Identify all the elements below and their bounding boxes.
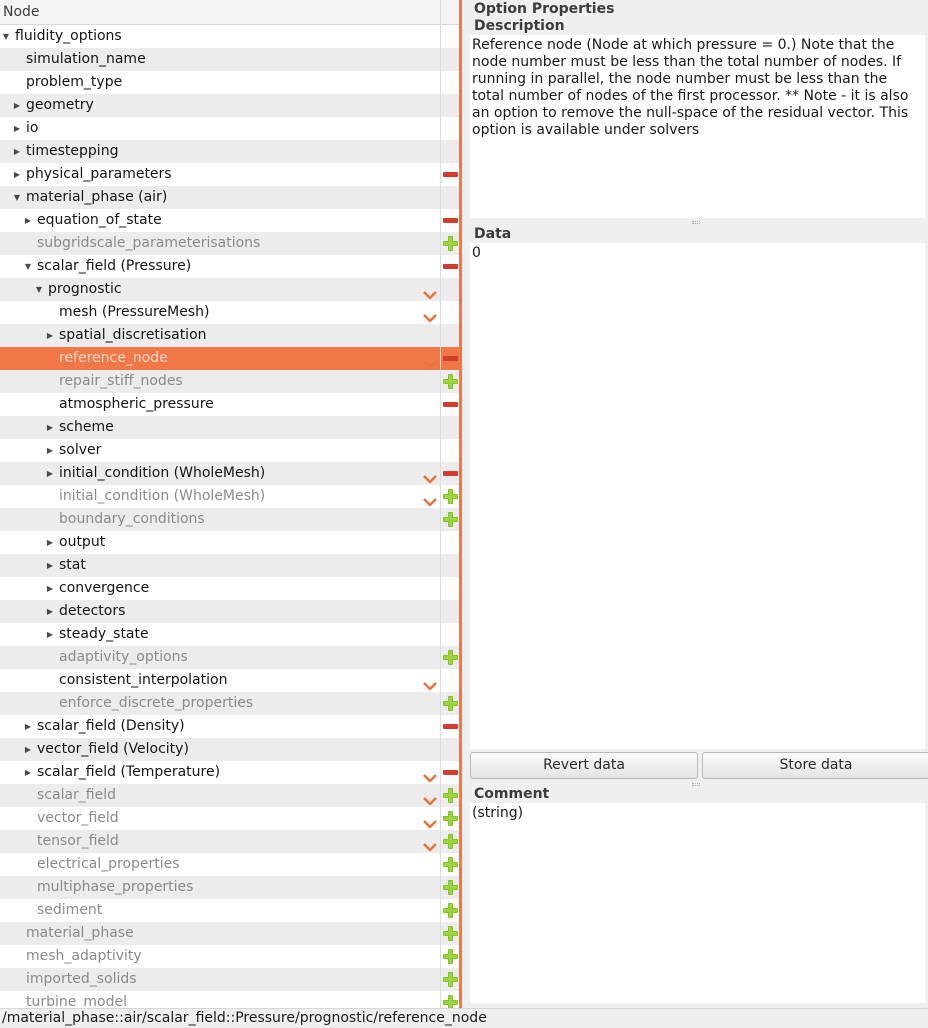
column-divider	[440, 0, 441, 1008]
expanded-arrow-icon[interactable]: ▼	[2, 32, 10, 41]
tree-row-label: scalar_field (Temperature)	[37, 764, 221, 780]
collapsed-arrow-icon[interactable]: ▶	[13, 170, 21, 179]
collapsed-arrow-icon[interactable]: ▶	[46, 584, 54, 593]
tree-row-label: output	[59, 534, 106, 550]
tree-row[interactable]	[0, 25, 459, 48]
remove-node-icon[interactable]	[443, 356, 458, 361]
expanded-arrow-icon[interactable]: ▼	[13, 193, 21, 202]
tree-row[interactable]	[0, 531, 459, 554]
tree-row[interactable]	[0, 416, 459, 439]
tree-row[interactable]	[0, 508, 459, 531]
tree-row-label: mesh_adaptivity	[26, 948, 142, 964]
add-node-icon[interactable]	[443, 696, 458, 711]
collapsed-arrow-icon[interactable]: ▶	[24, 745, 32, 754]
collapsed-arrow-icon[interactable]: ▶	[46, 469, 54, 478]
tree-row-label: consistent_interpolation	[59, 672, 228, 688]
tree-row-label: prognostic	[48, 281, 122, 297]
tree-row-label: steady_state	[59, 626, 149, 642]
tree-row-label: material_phase	[26, 925, 134, 941]
tree-row-label: timestepping	[26, 143, 119, 159]
add-node-icon[interactable]	[443, 926, 458, 941]
tree-row[interactable]	[0, 278, 459, 301]
description-text: Reference node (Node at which pressure = 0.) Note that the node number must be less than the total number of nodes. If running in parallel, the node number must be less than the total number of nodes of the first processor. ** Note - it is also an option to remove the null-space of the residual vector. This option is available under solvers	[470, 35, 925, 218]
tree-row-label: convergence	[59, 580, 150, 596]
revert-data-button[interactable]: Revert data	[470, 752, 698, 779]
comment-label: Comment	[474, 786, 550, 802]
tree-row-label: scheme	[59, 419, 114, 435]
tree-row[interactable]	[0, 738, 459, 761]
tree-row-label: repair_stiff_nodes	[59, 373, 183, 389]
collapsed-arrow-icon[interactable]: ▶	[46, 607, 54, 616]
collapsed-arrow-icon[interactable]: ▶	[24, 216, 32, 225]
tree-row[interactable]	[0, 186, 459, 209]
tree-row-label: simulation_name	[26, 51, 146, 67]
add-node-icon[interactable]	[443, 903, 458, 918]
tree-row-label: spatial_discretisation	[59, 327, 207, 343]
add-node-icon[interactable]	[443, 788, 458, 803]
add-node-icon[interactable]	[443, 880, 458, 895]
tree-row[interactable]	[0, 876, 459, 899]
tree-row[interactable]	[0, 830, 459, 853]
tree-row[interactable]	[0, 715, 459, 738]
node-path-statusbar: /material_phase::air/scalar_field::Pressure/prognostic/reference_node	[0, 1008, 928, 1028]
remove-node-icon[interactable]	[443, 402, 458, 407]
option-properties-title: Option Properties	[474, 1, 615, 17]
choice-dropdown-icon[interactable]	[422, 837, 438, 847]
tree-row-label: sediment	[37, 902, 103, 918]
tree-row[interactable]	[0, 945, 459, 968]
tree-row[interactable]	[0, 255, 459, 278]
collapsed-arrow-icon[interactable]: ▶	[46, 423, 54, 432]
choice-dropdown-icon[interactable]	[422, 354, 438, 364]
add-node-icon[interactable]	[443, 489, 458, 504]
option-properties-panel	[462, 0, 928, 1008]
tree-row-label: scalar_field (Pressure)	[37, 258, 192, 274]
add-node-icon[interactable]	[443, 374, 458, 389]
tree-row[interactable]	[0, 301, 459, 324]
tree-row-label: turbine_model	[26, 994, 127, 1008]
remove-node-icon[interactable]	[443, 770, 458, 775]
tree-row[interactable]	[0, 94, 459, 117]
tree-row-label: multiphase_properties	[37, 879, 194, 895]
tree-row-label: electrical_properties	[37, 856, 180, 872]
collapsed-arrow-icon[interactable]: ▶	[13, 147, 21, 156]
tree-row[interactable]	[0, 577, 459, 600]
tree-row-label: reference_node	[59, 350, 168, 366]
tree-row[interactable]	[0, 462, 459, 485]
description-label: Description	[474, 18, 565, 34]
choice-dropdown-icon[interactable]	[422, 469, 438, 479]
tree-row-label: vector_field	[37, 810, 119, 826]
remove-node-icon[interactable]	[443, 172, 458, 177]
collapsed-arrow-icon[interactable]: ▶	[46, 446, 54, 455]
add-node-icon[interactable]	[443, 236, 458, 251]
collapsed-arrow-icon[interactable]: ▶	[46, 630, 54, 639]
tree-row[interactable]	[0, 48, 459, 71]
add-node-icon[interactable]	[443, 834, 458, 849]
tree-row[interactable]	[0, 991, 459, 1008]
remove-node-icon[interactable]	[443, 724, 458, 729]
tree-row-label: initial_condition (WholeMesh)	[59, 488, 266, 504]
tree-row-label: stat	[59, 557, 86, 573]
tree-row-label: fluidity_options	[15, 28, 122, 44]
add-node-icon[interactable]	[443, 949, 458, 964]
collapsed-arrow-icon[interactable]: ▶	[24, 722, 32, 731]
description-resize-grip[interactable]	[692, 221, 700, 224]
tree-row-label: problem_type	[26, 74, 123, 90]
collapsed-arrow-icon[interactable]: ▶	[46, 538, 54, 547]
tree-row-label: atmospheric_pressure	[59, 396, 214, 412]
tree-row[interactable]	[0, 209, 459, 232]
tree-row[interactable]	[0, 807, 459, 830]
tree-row-label: scalar_field (Density)	[37, 718, 185, 734]
add-node-icon[interactable]	[443, 650, 458, 665]
tree-row[interactable]	[0, 554, 459, 577]
tree-row[interactable]	[0, 600, 459, 623]
choice-dropdown-icon[interactable]	[422, 676, 438, 686]
tree-row[interactable]	[0, 899, 459, 922]
data-field[interactable]: 0	[470, 243, 925, 749]
collapsed-arrow-icon[interactable]: ▶	[46, 561, 54, 570]
choice-dropdown-icon[interactable]	[422, 285, 438, 295]
tree-row[interactable]	[0, 163, 459, 186]
tree-row[interactable]	[0, 393, 459, 416]
collapsed-arrow-icon[interactable]: ▶	[24, 768, 32, 777]
choice-dropdown-icon[interactable]	[422, 768, 438, 778]
tree-row-label: enforce_discrete_properties	[59, 695, 254, 711]
add-node-icon[interactable]	[443, 512, 458, 527]
tree-row-label: initial_condition (WholeMesh)	[59, 465, 266, 481]
store-data-button[interactable]: Store data	[702, 752, 928, 779]
tree-row[interactable]	[0, 71, 459, 94]
tree-row[interactable]	[0, 692, 459, 715]
tree-row[interactable]	[0, 922, 459, 945]
tree-row[interactable]	[0, 853, 459, 876]
tree-row[interactable]	[0, 324, 459, 347]
tree-row[interactable]	[0, 761, 459, 784]
add-node-icon[interactable]	[443, 995, 458, 1008]
tree-row[interactable]	[0, 370, 459, 393]
tree-row-label: detectors	[59, 603, 126, 619]
tree-row[interactable]	[0, 439, 459, 462]
choice-dropdown-icon[interactable]	[422, 492, 438, 502]
tree-row-label: vector_field (Velocity)	[37, 741, 189, 757]
collapsed-arrow-icon[interactable]: ▶	[13, 124, 21, 133]
tree-row-label: mesh (PressureMesh)	[59, 304, 210, 320]
comment-resize-grip[interactable]	[692, 783, 700, 786]
choice-dropdown-icon[interactable]	[422, 791, 438, 801]
expanded-arrow-icon[interactable]: ▼	[24, 262, 32, 271]
tree-row-label: tensor_field	[37, 833, 119, 849]
tree-row[interactable]	[0, 669, 459, 692]
tree-row[interactable]	[0, 968, 459, 991]
options-tree[interactable]	[0, 0, 459, 1008]
add-node-icon[interactable]	[443, 857, 458, 872]
collapsed-arrow-icon[interactable]: ▶	[46, 331, 54, 340]
tree-column-header[interactable]: Node	[0, 0, 459, 25]
choice-dropdown-icon[interactable]	[422, 308, 438, 318]
tree-rows	[0, 25, 459, 1008]
tree-row[interactable]	[0, 347, 459, 370]
tree-row-label: imported_solids	[26, 971, 137, 987]
tree-row[interactable]	[0, 117, 459, 140]
remove-node-icon[interactable]	[443, 471, 458, 476]
tree-row-label: scalar_field	[37, 787, 117, 803]
remove-node-icon[interactable]	[443, 264, 458, 269]
expanded-arrow-icon[interactable]: ▼	[35, 285, 43, 294]
tree-row[interactable]	[0, 485, 459, 508]
tree-row[interactable]	[0, 784, 459, 807]
tree-row-label: subgridscale_parameterisations	[37, 235, 261, 251]
comment-field[interactable]: (string)	[470, 803, 925, 1003]
tree-row-label: adaptivity_options	[59, 649, 188, 665]
add-node-icon[interactable]	[443, 811, 458, 826]
tree-row[interactable]	[0, 646, 459, 669]
tree-row[interactable]	[0, 232, 459, 255]
tree-row[interactable]	[0, 140, 459, 163]
choice-dropdown-icon[interactable]	[422, 814, 438, 824]
remove-node-icon[interactable]	[443, 218, 458, 223]
tree-row-label: solver	[59, 442, 102, 458]
tree-row-label: equation_of_state	[37, 212, 162, 228]
tree-row-label: boundary_conditions	[59, 511, 205, 527]
add-node-icon[interactable]	[443, 972, 458, 987]
tree-row-label: physical_parameters	[26, 166, 172, 182]
tree-row-label: geometry	[26, 97, 94, 113]
tree-row-label: material_phase (air)	[26, 189, 168, 205]
tree-row-label: io	[26, 120, 39, 136]
tree-row[interactable]	[0, 623, 459, 646]
data-label: Data	[474, 226, 512, 242]
collapsed-arrow-icon[interactable]: ▶	[13, 101, 21, 110]
